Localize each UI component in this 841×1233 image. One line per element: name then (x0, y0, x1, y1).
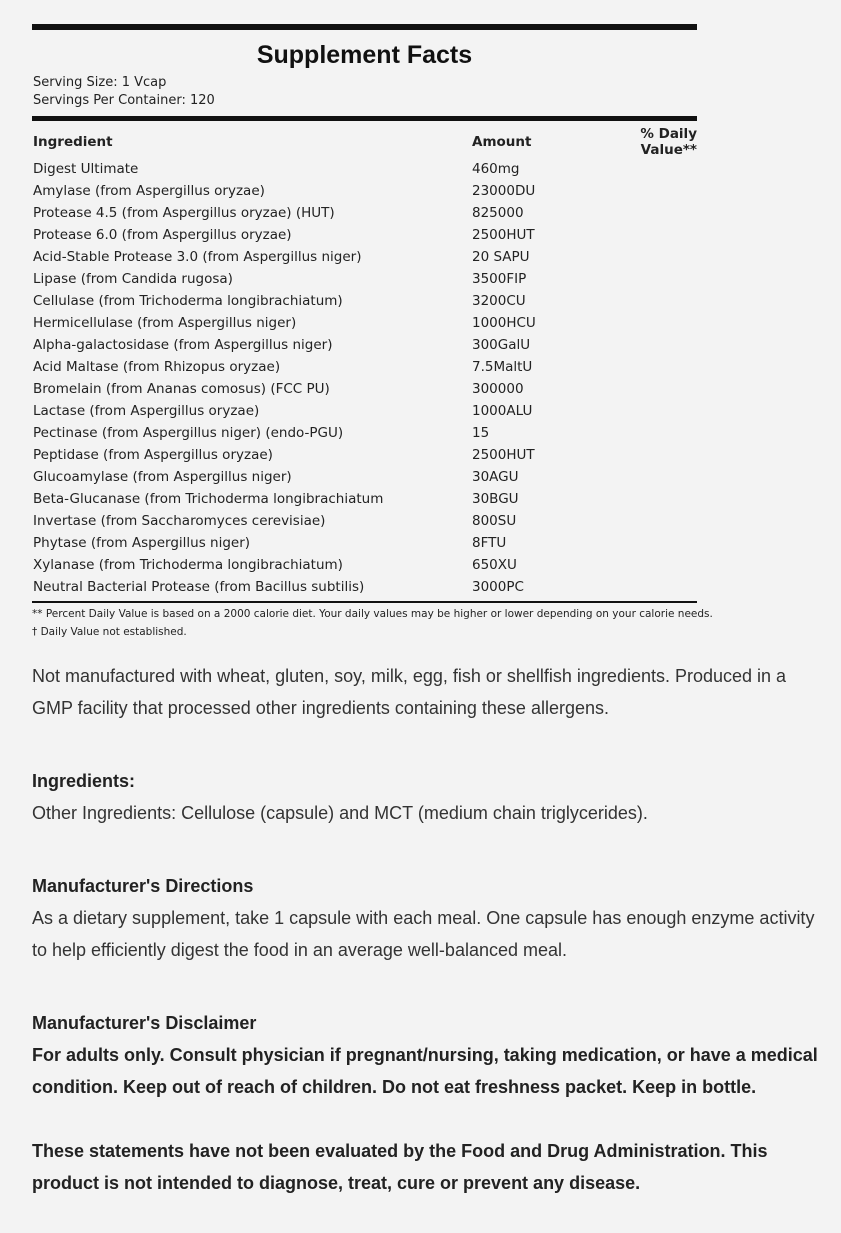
ingredient-amount: 7.5MaltU (472, 359, 533, 375)
ingredient-name: Invertase (from Saccharomyces cerevisiae) (33, 513, 326, 529)
table-row (32, 554, 697, 576)
table-row (32, 510, 697, 532)
table-row (32, 268, 697, 290)
ingredient-daily-value (592, 158, 697, 180)
ingredient-daily-value (592, 356, 697, 378)
ingredient-amount: 2500HUT (472, 227, 535, 243)
footer-rule (32, 601, 697, 603)
ingredient-name: Lactase (from Aspergillus oryzae) (33, 403, 260, 419)
ingredient-name: Amylase (from Aspergillus oryzae) (33, 183, 265, 199)
ingredient-amount: 8FTU (472, 535, 507, 551)
ingredient-amount: 30BGU (472, 491, 519, 507)
serving-size: Serving Size: 1 Vcap (33, 75, 167, 90)
amount-header: Amount (472, 134, 532, 150)
fda-statement: These statements have not been evaluated by the Food and Drug Administration. This product is not intended to diagnose, treat, cure or prevent any disease. (32, 1141, 768, 1193)
table-row (32, 488, 697, 510)
directions-text: As a dietary supplement, take 1 capsule with each meal. One capsule has enough enzyme activity to help efficiently digest the food in an average well-balanced meal. (32, 908, 815, 960)
ingredient-amount: 1000HCU (472, 315, 536, 331)
table-row (32, 400, 697, 422)
table-header-row (32, 126, 697, 158)
ingredient-daily-value (592, 224, 697, 246)
ingredient-amount: 1000ALU (472, 403, 533, 419)
ingredient-daily-value (592, 444, 697, 466)
ingredient-name: Lipase (from Candida rugosa) (33, 271, 233, 287)
table-row (32, 422, 697, 444)
table-row (32, 576, 697, 598)
ingredient-daily-value (592, 268, 697, 290)
table-row (32, 290, 697, 312)
ingredient-name: Neutral Bacterial Protease (from Bacillus subtilis) (33, 579, 365, 595)
product-description (32, 660, 822, 1199)
ingredient-daily-value (592, 532, 697, 554)
ingredient-amount: 300000 (472, 381, 524, 397)
table-row (32, 444, 697, 466)
footnote-not-established: † Daily Value not established. (32, 626, 187, 638)
ingredient-daily-value (592, 488, 697, 510)
ingredient-amount: 23000DU (472, 183, 536, 199)
ingredient-daily-value (592, 334, 697, 356)
table-row (32, 224, 697, 246)
ingredient-table (32, 126, 697, 598)
ingredient-name: Peptidase (from Aspergillus oryzae) (33, 447, 273, 463)
table-row (32, 180, 697, 202)
table-row (32, 532, 697, 554)
ingredient-amount: 800SU (472, 513, 517, 529)
ingredients-heading: Ingredients: (32, 771, 136, 791)
ingredient-amount: 30AGU (472, 469, 519, 485)
ingredient-name: Protease 4.5 (from Aspergillus oryzae) (HUT) (33, 205, 335, 221)
ingredient-name: Digest Ultimate (33, 161, 139, 177)
table-row (32, 334, 697, 356)
ingredient-daily-value (592, 554, 697, 576)
ingredient-daily-value (592, 400, 697, 422)
ingredient-name: Hermicellulase (from Aspergillus niger) (33, 315, 297, 331)
ingredient-name: Phytase (from Aspergillus niger) (33, 535, 251, 551)
ingredient-amount: 460mg (472, 161, 520, 177)
ingredient-daily-value (592, 576, 697, 598)
ingredient-amount: 20 SAPU (472, 249, 530, 265)
ingredient-name: Beta-Glucanase (from Trichoderma longibrachiatum (33, 491, 384, 507)
table-row (32, 356, 697, 378)
ingredient-name: Pectinase (from Aspergillus niger) (endo-PGU) (33, 425, 344, 441)
ingredient-daily-value (592, 510, 697, 532)
ingredient-daily-value (592, 466, 697, 488)
ingredient-header: Ingredient (33, 134, 113, 150)
directions-heading: Manufacturer's Directions (32, 876, 254, 896)
footnote-daily-value: ** Percent Daily Value is based on a 2000 calorie diet. Your daily values may be higher or lower depending on your calorie needs. (32, 608, 713, 620)
ingredient-amount: 3200CU (472, 293, 526, 309)
ingredient-amount: 2500HUT (472, 447, 535, 463)
ingredient-name: Cellulase (from Trichoderma longibrachiatum) (33, 293, 343, 309)
ingredient-amount: 300GalU (472, 337, 531, 353)
ingredient-amount: 3500FIP (472, 271, 527, 287)
ingredient-amount: 650XU (472, 557, 517, 573)
table-row (32, 158, 697, 180)
ingredient-amount: 825000 (472, 205, 524, 221)
ingredient-amount: 15 (472, 425, 490, 441)
ingredient-name: Acid Maltase (from Rhizopus oryzae) (33, 359, 281, 375)
ingredient-daily-value (592, 180, 697, 202)
ingredient-daily-value (592, 378, 697, 400)
ingredient-name: Xylanase (from Trichoderma longibrachiatum) (33, 557, 343, 573)
ingredient-daily-value (592, 202, 697, 224)
table-row (32, 378, 697, 400)
disclaimer-heading: Manufacturer's Disclaimer (32, 1013, 257, 1033)
facts-title: Supplement Facts (256, 41, 473, 69)
ingredient-name: Acid-Stable Protease 3.0 (from Aspergillus niger) (33, 249, 362, 265)
ingredient-name: Bromelain (from Ananas comosus) (FCC PU) (33, 381, 330, 397)
daily-value-header: % Daily Value** (640, 126, 697, 158)
ingredient-name: Glucoamylase (from Aspergillus niger) (33, 469, 292, 485)
ingredient-daily-value (592, 312, 697, 334)
ingredient-name: Alpha-galactosidase (from Aspergillus niger) (33, 337, 333, 353)
table-row (32, 466, 697, 488)
ingredient-amount: 3000PC (472, 579, 524, 595)
table-row (32, 202, 697, 224)
servings-per-container: Servings Per Container: 120 (33, 93, 215, 108)
ingredient-name: Protease 6.0 (from Aspergillus oryzae) (33, 227, 292, 243)
ingredient-daily-value (592, 290, 697, 312)
ingredient-daily-value (592, 246, 697, 268)
header-rule (32, 116, 697, 121)
disclaimer-text: For adults only. Consult physician if pregnant/nursing, taking medication, or have a medical condition. Keep out of reach of children. Do not eat freshness packet. Keep in bottle. (32, 1045, 818, 1097)
supplement-facts-panel (32, 24, 713, 639)
table-row (32, 246, 697, 268)
table-row (32, 312, 697, 334)
ingredients-text: Other Ingredients: Cellulose (capsule) and MCT (medium chain triglycerides). (32, 803, 648, 823)
ingredient-daily-value (592, 422, 697, 444)
allergen-statement: Not manufactured with wheat, gluten, soy, milk, egg, fish or shellfish ingredients. Produced in a GMP facility that processed other ingredients containing these allergens. (32, 666, 787, 718)
top-rule (32, 24, 697, 30)
